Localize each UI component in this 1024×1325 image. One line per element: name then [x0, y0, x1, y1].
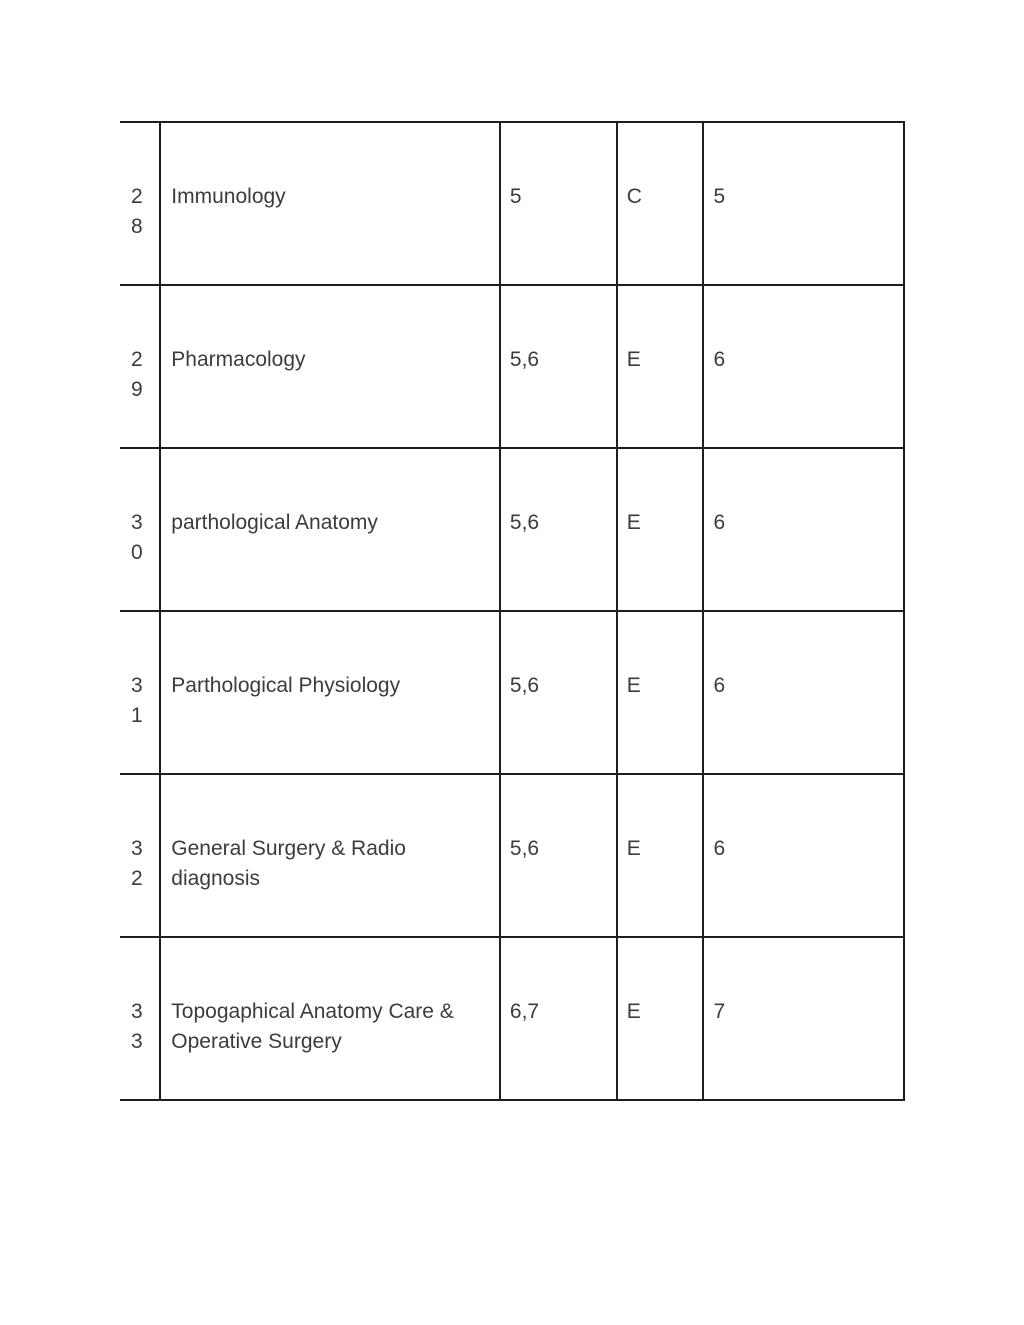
type-cell	[617, 611, 704, 774]
subject-cell	[160, 122, 500, 285]
semester-cell	[500, 285, 617, 448]
subject-cell	[160, 774, 500, 937]
type-cell	[617, 122, 704, 285]
last-cell	[703, 122, 904, 285]
row-number-cell	[120, 774, 160, 937]
subject-name: parthological Anatomy	[171, 511, 378, 534]
table-row	[120, 611, 904, 774]
subject-name: General Surgery & Radio diagnosis	[171, 837, 406, 890]
last-cell	[703, 448, 904, 611]
assessment-type: C	[626, 185, 642, 208]
final-semester-value: 6	[713, 348, 726, 371]
table-row	[120, 937, 904, 1100]
type-cell	[617, 285, 704, 448]
subject-cell	[160, 611, 500, 774]
semester-value: 5,6	[509, 511, 540, 534]
semester-value: 5,6	[509, 674, 540, 697]
final-semester-value: 6	[713, 674, 726, 697]
last-cell	[703, 937, 904, 1100]
type-cell	[617, 448, 704, 611]
final-semester-value: 6	[713, 511, 726, 534]
last-cell	[703, 285, 904, 448]
row-number-cell	[120, 448, 160, 611]
assessment-type: E	[626, 511, 641, 534]
subject-cell	[160, 937, 500, 1100]
semester-value: 6,7	[509, 1000, 540, 1023]
assessment-type: E	[626, 674, 641, 697]
semester-cell	[500, 122, 617, 285]
assessment-type: E	[626, 348, 641, 371]
row-number: 30	[131, 511, 143, 564]
row-number-cell	[120, 122, 160, 285]
assessment-type: E	[626, 1000, 641, 1023]
row-number: 31	[131, 674, 143, 727]
final-semester-value: 6	[713, 837, 726, 860]
table-row	[120, 285, 904, 448]
subject-name: Pharmacology	[171, 348, 306, 371]
course-table	[120, 121, 905, 1101]
row-number: 33	[131, 1000, 143, 1053]
semester-cell	[500, 774, 617, 937]
semester-value: 5	[509, 185, 522, 208]
type-cell	[617, 937, 704, 1100]
row-number: 28	[131, 185, 143, 238]
row-number: 32	[131, 837, 143, 890]
semester-cell	[500, 448, 617, 611]
row-number-cell	[120, 937, 160, 1100]
last-cell	[703, 611, 904, 774]
table-row	[120, 122, 904, 285]
semester-value: 5,6	[509, 348, 540, 371]
subject-name: Topogaphical Anatomy Care & Operative Surgery	[171, 1000, 454, 1053]
subject-cell	[160, 448, 500, 611]
semester-cell	[500, 611, 617, 774]
table-row	[120, 448, 904, 611]
row-number-cell	[120, 285, 160, 448]
subject-cell	[160, 285, 500, 448]
subject-name: Parthological Physiology	[171, 674, 401, 697]
row-number-cell	[120, 611, 160, 774]
semester-value: 5,6	[509, 837, 540, 860]
row-number: 29	[131, 348, 143, 401]
type-cell	[617, 774, 704, 937]
semester-cell	[500, 937, 617, 1100]
table-row	[120, 774, 904, 937]
subject-name: Immunology	[171, 185, 286, 208]
final-semester-value: 5	[713, 185, 726, 208]
last-cell	[703, 774, 904, 937]
assessment-type: E	[626, 837, 641, 860]
final-semester-value: 7	[713, 1000, 726, 1023]
